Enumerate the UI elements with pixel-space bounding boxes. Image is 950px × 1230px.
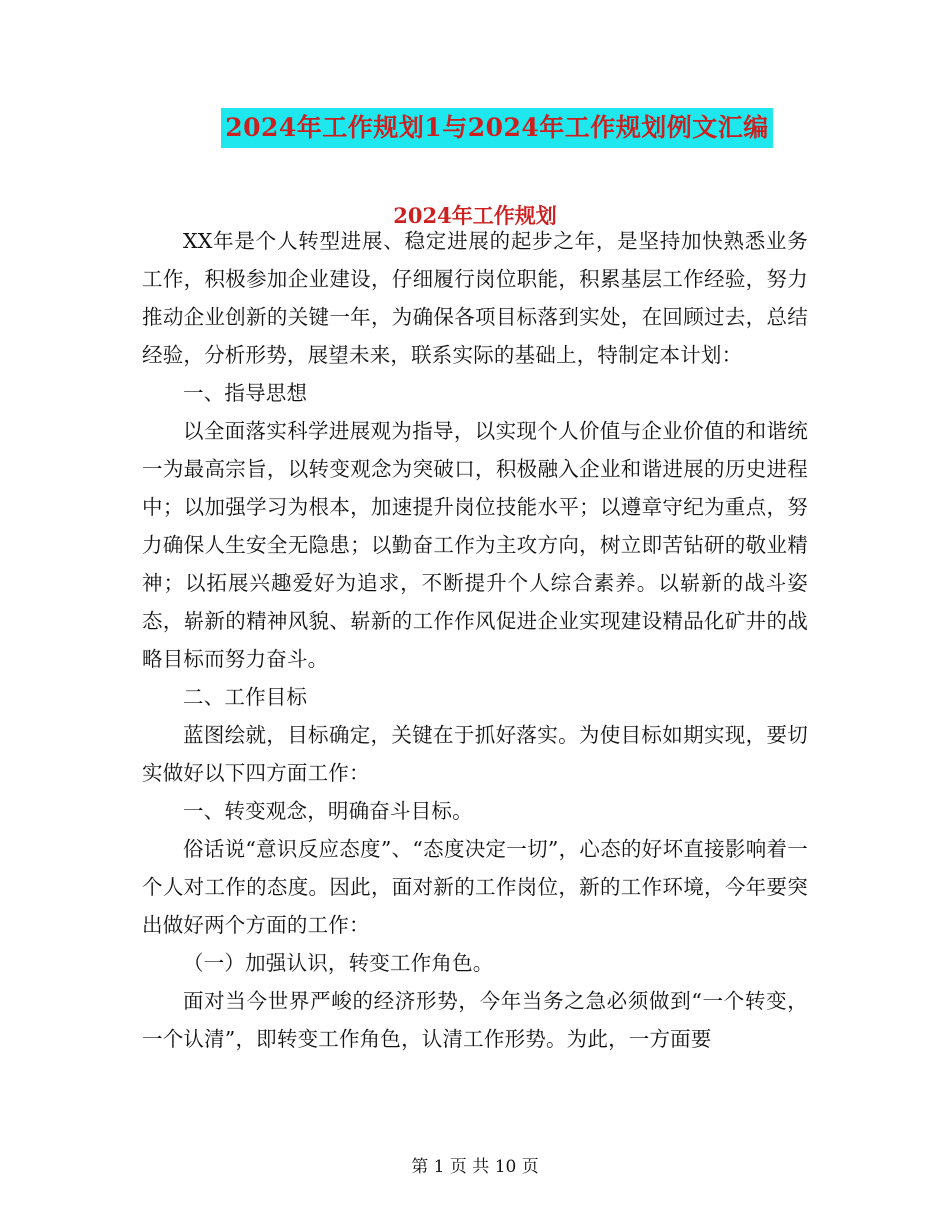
paragraph-economic-situation: 面对当今世界严峻的经济形势，今年当务之急必须做到“一个转变，一个认清”，即转变工作角色，认清工作形势。为此，一方面要 (142, 989, 808, 1051)
heading-change-mindset: 一、转变观念，明确奋斗目标。 (183, 799, 473, 823)
document-body (142, 222, 808, 1058)
main-title-container (0, 108, 950, 148)
paragraph-intro: XX年是个人转型进展、稳定进展的起步之年，是坚持加快熟悉业务工作，积极参加企业建设，仔细履行岗位职能，积累基层工作经验，努力推动企业创新的关键一年，为确保各项目标落到实处，在回顾过去，总结经验，分析形势，展望未来，联系实际的基础上，特制定本计划： (142, 229, 808, 367)
paragraph-guiding-thought: 以全面落实科学进展观为指导，以实现个人价值与企业价值的和谐统一为最高宗旨，以转变观念为突破口，积极融入企业和谐进展的历史进程中；以加强学习为根本，加速提升岗位技能水平；以遵章守纪为重点，努力确保人生安全无隐患；以勤奋工作为主攻方向，树立即苦钻研的敬业精神；以拓展兴趣爱好为追求，不断提升个人综合素养。以崭新的战斗姿态，崭新的精神风貌、崭新的工作作风促进企业实现建设精品化矿井的战略目标而努力奋斗。 (142, 419, 808, 671)
subheading-strengthen-awareness: （一）加强认识，转变工作角色。 (183, 951, 494, 975)
heading-guiding-thought: 一、指导思想 (183, 381, 308, 405)
paragraph-change-mindset: 俗话说“意识反应态度”、“态度决定一切”，心态的好坏直接影响着一个人对工作的态度。因此，面对新的工作岗位，新的工作环境，今年要突出做好两个方面的工作： (142, 837, 808, 937)
heading-work-goals: 二、工作目标 (183, 685, 308, 709)
main-title: 2024年工作规划1与2024年工作规划例文汇编 (221, 108, 773, 148)
page-number-footer: 第 1 页 共 10 页 (411, 1157, 539, 1177)
section-title: 2024年工作规划 (393, 203, 557, 228)
paragraph-work-goals: 蓝图绘就，目标确定，关键在于抓好落实。为使目标如期实现，要切实做好以下四方面工作： (142, 723, 808, 785)
